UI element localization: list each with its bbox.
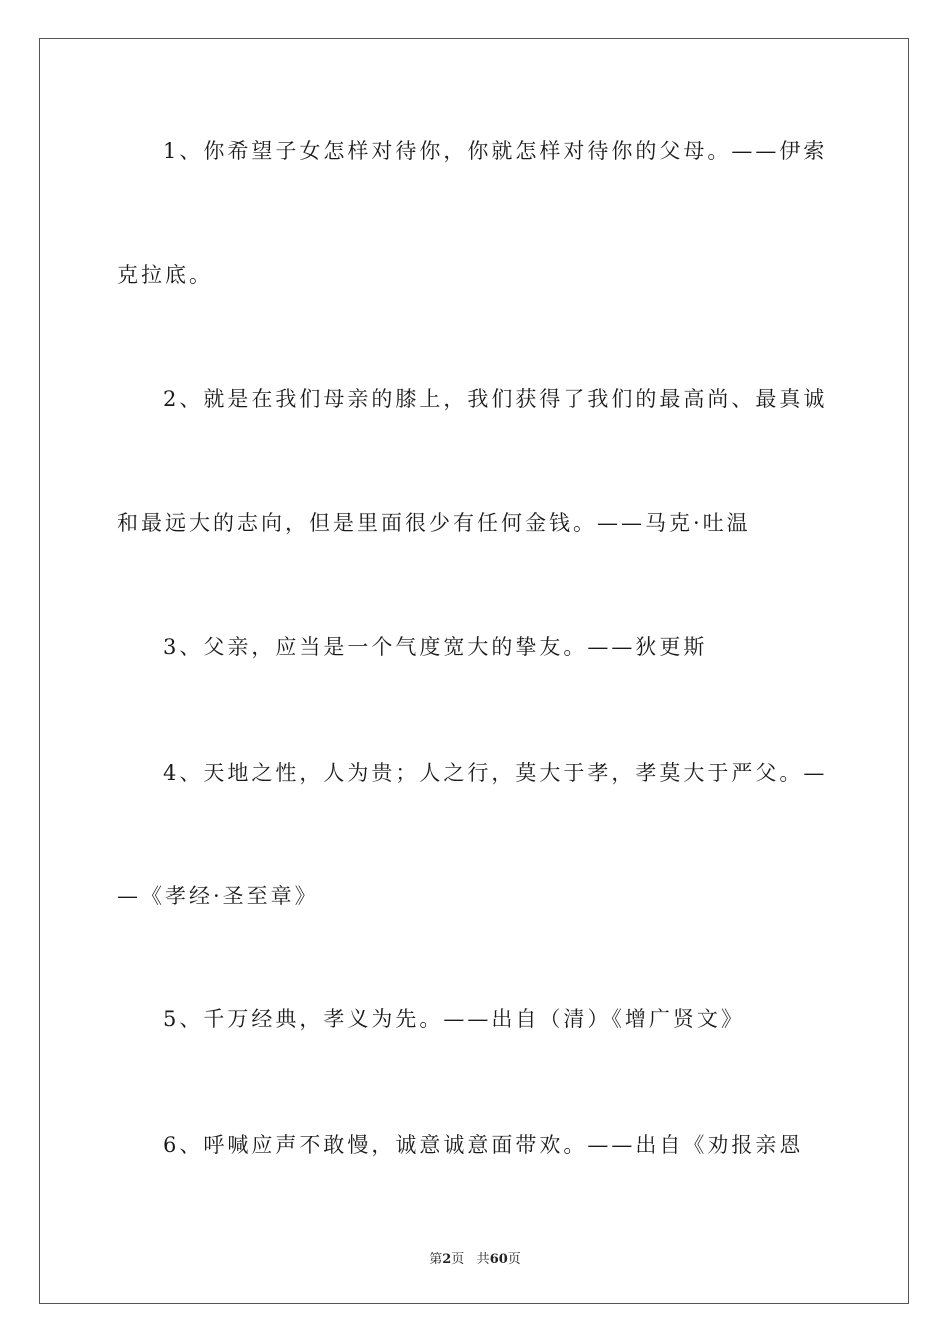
- quote-2-line-1: 2、就是在我们母亲的膝上，我们获得了我们的最高尚、最真诚: [163, 387, 828, 411]
- page-border: [39, 38, 909, 1304]
- quote-6-line-1: 6、呼喊应声不敢慢，诚意诚意面带欢。——出自《劝报亲恩: [163, 1133, 804, 1157]
- total-suffix: 页: [507, 1252, 521, 1267]
- page-number: 2: [442, 1252, 452, 1267]
- quote-4-line-2: —《孝经·圣至章》: [117, 884, 319, 908]
- quote-2-line-2: 和最远大的志向，但是里面很少有任何金钱。——马克·吐温: [117, 511, 751, 535]
- page-suffix: 页: [451, 1252, 465, 1267]
- quote-4-line-1: 4、天地之性，人为贵；人之行，莫大于孝，孝莫大于严父。—: [163, 761, 828, 785]
- total-prefix: 共: [476, 1252, 490, 1267]
- page-prefix: 第: [429, 1252, 443, 1267]
- total-pages: 60: [489, 1252, 508, 1267]
- page-footer: [0, 1248, 950, 1267]
- quote-5-line-1: 5、千万经典，孝义为先。——出自（清）《增广贤文》: [163, 1007, 745, 1031]
- quote-3-line-1: 3、父亲，应当是一个气度宽大的挚友。——狄更斯: [163, 635, 708, 659]
- quote-1-line-1: 1、你希望子女怎样对待你，你就怎样对待你的父母。——伊索: [163, 139, 828, 163]
- quote-1-line-2: 克拉底。: [117, 263, 213, 287]
